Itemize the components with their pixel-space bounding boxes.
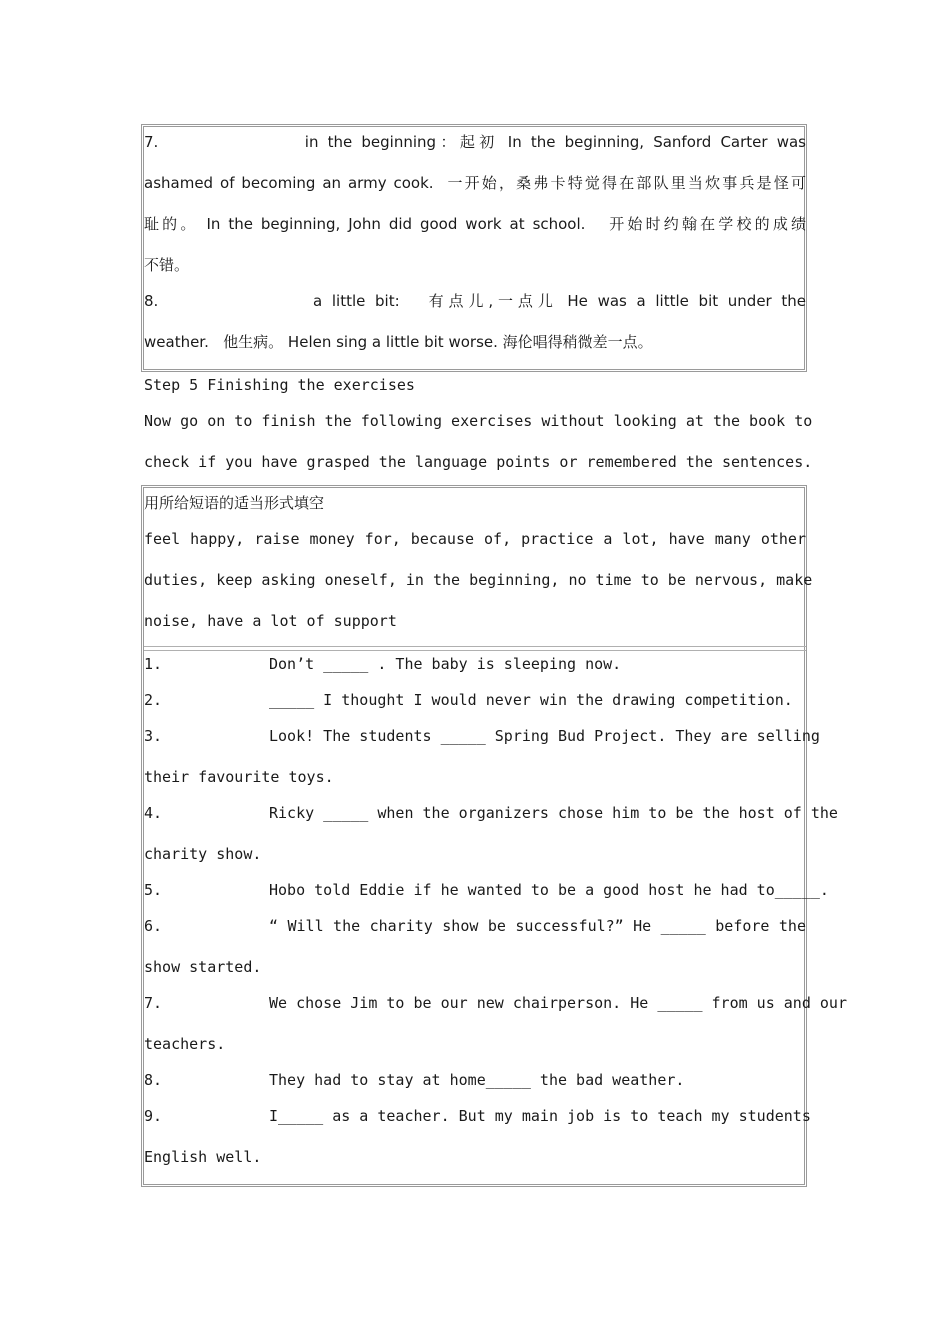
exercise-item xyxy=(144,880,829,900)
item-number: 9. xyxy=(144,1107,163,1125)
item-number: 6. xyxy=(144,917,163,935)
exercise-item xyxy=(144,1070,806,1090)
exercise-item xyxy=(144,916,806,936)
item-text: “ Will the charity show be successful?” He _____ before the xyxy=(269,917,806,935)
exercise-item xyxy=(144,726,820,746)
vocab-line: 不错。 xyxy=(144,256,190,274)
instruction-line: Now go on to finish the following exercises without looking at the book to xyxy=(144,412,813,430)
instruction-line: check if you have grasped the language points or remembered the sentences. xyxy=(144,453,813,471)
item-number: 2. xyxy=(144,691,163,709)
item-text: Don’t _____ . The baby is sleeping now. xyxy=(269,655,622,673)
item-text: I_____ as a teacher. But my main job is to teach my students xyxy=(269,1107,811,1125)
item-continuation: their favourite toys. xyxy=(144,768,334,786)
phrase-line: noise, have a lot of support xyxy=(144,612,397,630)
exercise-item xyxy=(144,993,847,1013)
divider xyxy=(144,646,806,651)
item-number: 1. xyxy=(144,655,163,673)
item-text: _____ I thought I would never win the drawing competition. xyxy=(269,691,793,709)
item-text: Hobo told Eddie if he wanted to be a good host he had to_____. xyxy=(269,881,829,899)
item-continuation: charity show. xyxy=(144,845,262,863)
exercise-item xyxy=(144,803,838,823)
vocab-line: 耻的。 In the beginning, John did good work at school. 开始时约翰在学校的成绩 xyxy=(144,215,806,233)
phrase-line: feel happy, raise money for, because of, practice a lot, have many other xyxy=(144,530,806,548)
vocab-line: weather. 他生病。 Helen sing a little bit worse. 海伦唱得稍微差一点。 xyxy=(144,333,653,351)
vocab-line: 7. in the beginning：起初 In the beginning, Sanford Carter was xyxy=(144,133,806,151)
item-number: 4. xyxy=(144,804,163,822)
exercise-item xyxy=(144,1106,811,1126)
item-text: Ricky _____ when the organizers chose him to be the host of the xyxy=(269,804,838,822)
item-text: We chose Jim to be our new chairperson. He _____ from us and our xyxy=(269,994,847,1012)
item-number: 5. xyxy=(144,881,163,899)
exercise-item xyxy=(144,690,806,710)
step-heading: Step 5 Finishing the exercises xyxy=(144,376,415,394)
item-text: Look! The students _____ Spring Bud Project. They are selling xyxy=(269,727,820,745)
item-text: They had to stay at home_____ the bad weather. xyxy=(269,1071,685,1089)
item-continuation: teachers. xyxy=(144,1035,226,1053)
item-number: 8. xyxy=(144,1071,163,1089)
vocab-line: ashamed of becoming an army cook. 一开始，桑弗卡特觉得在部队里当炊事兵是怪可 xyxy=(144,174,806,192)
item-continuation: English well. xyxy=(144,1148,262,1166)
item-number: 7. xyxy=(144,994,163,1012)
phrase-line: duties, keep asking oneself, in the beginning, no time to be nervous, make xyxy=(144,571,813,589)
item-continuation: show started. xyxy=(144,958,262,976)
vocab-line: 8. a little bit: 有点儿,一点儿 He was a little bit under the xyxy=(144,292,806,310)
exercise-title: 用所给短语的适当形式填空 xyxy=(144,494,325,512)
exercise-item xyxy=(144,654,806,674)
item-number: 3. xyxy=(144,727,163,745)
